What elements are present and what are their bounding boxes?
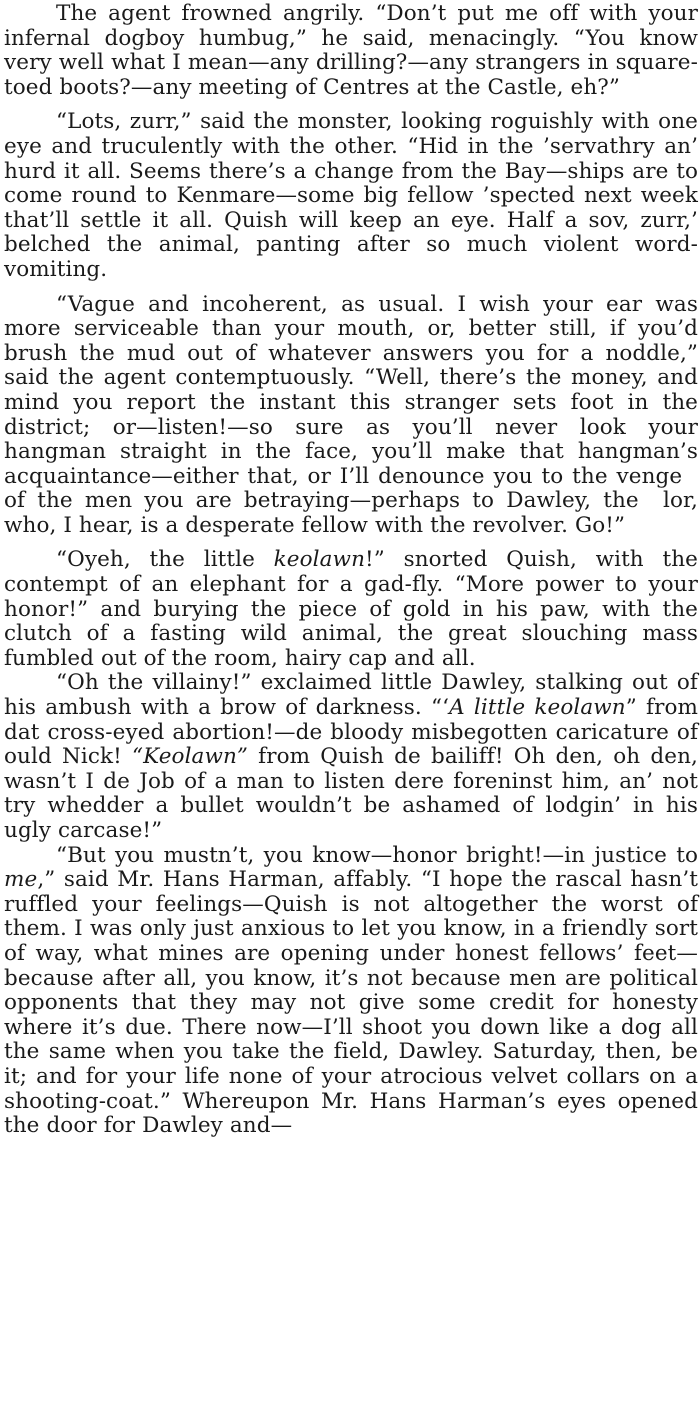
- paragraph-5-italic-phrase: A little keolawn: [449, 695, 626, 721]
- paragraph-6-text-after: ,” said Mr. Hans Harman, affably. “I hope the rascal hasn’t ruffled your feelings—Quish is not altogether the worst of them. I was only just anxious to let you know, in a friendly sort of way, what mines are opening under honest fellows’ feet—because after all, you know, it’s not because men are political opponents that they may not give some credit for honesty where it’s due. There now—I’ll shoot you down like a dog all the same when you take the field, Dawley. Saturday, then, be it; and for your life none of your atrocious velvet collars on a shooting-coat.” Whereupon Mr. Hans Harman’s eyes opened the door for Dawley and—: [4, 867, 698, 1139]
- paragraph-6-italic-word: me: [4, 867, 38, 893]
- paragraph-1-text: The agent frowned angrily. “Don’t put me off with your infernal dogboy humbug,” he said, menacingly. “You know very well what I mean—any drilling?—any strangers in square-toed boots?—any meeting of Centres at the Castle, eh?”: [4, 1, 698, 100]
- paragraph-5-italic-word: “Keolawn”: [132, 744, 249, 770]
- paragraph-1: [4, 2, 698, 100]
- paragraph-4-italic-word: keolawn: [273, 547, 366, 573]
- paragraph-5: [4, 671, 698, 843]
- paragraph-5-text-middle: ” from dat cross-eyed abortion!—de bloody misbegotten caricature of ould Nick!: [4, 695, 698, 770]
- paragraph-5-text-before: “Oh the villainy!” exclaimed little Dawley, stalking out of his ambush with a brow of darkness. “‘: [4, 670, 698, 721]
- paragraph-6: [4, 844, 698, 1139]
- paragraph-3: [4, 293, 698, 539]
- paragraph-3-text: “Vague and incoherent, as usual. I wish your ear was more serviceable than your mouth, or, better still, if you’d brush the mud out of whatever answers you for a noddle,” said the agent contemptuously. “Well, there’s the money, and mind you report the instant this stranger sets foot in the district; or—listen!—so sure as you’ll never look your hangman straight in the face, you’ll make that hangman’s acquaintance—either that, or I’ll denounce you to the venge of the men you are betraying—perhaps to Dawley, the lor, who, I hear, is a desperate fellow with the revolver. Go!”: [4, 291, 698, 538]
- paragraph-5-text-after: from Quish de bailiff! Oh den, oh den, wasn’t I de Job of a man to listen dere foreninst him, an’ not try whedder a bullet wouldn’t be ashamed of lodgin’ in his ugly carcase!”: [4, 744, 698, 843]
- paragraph-4: [4, 548, 698, 671]
- paragraph-2-text: “Lots, zurr,” said the monster, looking roguishly with one eye and truculently with the other. “Hid in the ’servathry an’ hurd it all. Seems there’s a change from the Bay—ships are to come round to Kenmare—some big fellow ’spected next week that’ll settle it all. Quish will keep an eye. Half a sov, zurr,’ belched the animal, panting after so much violent word-vomiting.: [4, 109, 698, 282]
- paragraph-6-text-before: “But you mustn’t, you know—honor bright!—in justice to: [56, 842, 698, 868]
- paragraph-2: [4, 110, 698, 282]
- paragraph-4-text-after: !” snorted Quish, with the contempt of an elephant for a gad-fly. “More power to your honor!” and burying the piece of gold in his paw, with the clutch of a fasting wild animal, the great slouching mass fumbled out of the room, hairy cap and all.: [4, 547, 698, 671]
- paragraph-4-text-before: “Oyeh, the little: [56, 547, 274, 573]
